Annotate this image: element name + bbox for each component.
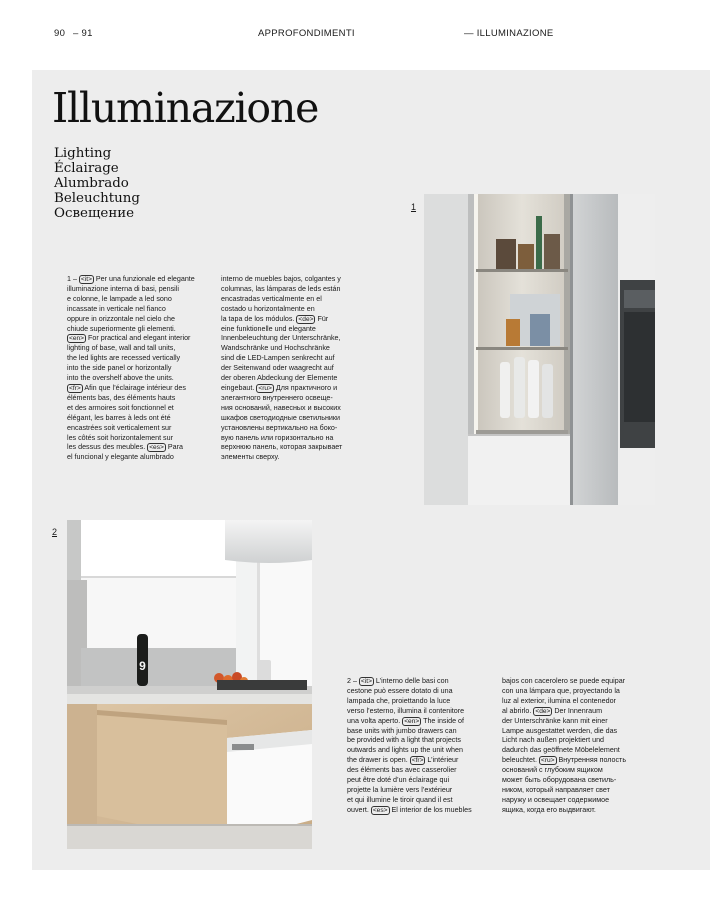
caption-line — [67, 275, 195, 285]
caption-text: cestone può essere dotato di una — [347, 686, 453, 695]
caption-line — [347, 776, 472, 786]
caption-line — [502, 786, 626, 796]
caption-line — [221, 434, 342, 444]
caption-line — [221, 275, 342, 285]
caption-line — [221, 354, 342, 364]
caption-line — [67, 384, 195, 394]
caption-text: be provided with a light that projects — [347, 736, 461, 745]
translation-de: Beleuchtung — [54, 191, 140, 207]
caption-line — [67, 325, 195, 335]
caption-line — [67, 285, 195, 295]
caption-line — [221, 325, 342, 335]
language-tag: <es> — [372, 806, 388, 814]
caption-line — [347, 727, 472, 737]
caption-text: eine funktionelle und elegante — [221, 324, 316, 333]
translation-es: Alumbrado — [54, 176, 129, 192]
translation-fr: Éclairage — [54, 161, 119, 177]
caption-line — [67, 305, 195, 315]
caption-text: L’interno delle basi con — [373, 677, 449, 685]
caption-text: For practical and elegant interior — [86, 334, 191, 343]
page-number-right: – 91 — [73, 28, 93, 39]
figure-label-1: 1 — [411, 202, 417, 212]
caption-text: der Seitenwand oder waagrecht auf — [221, 364, 334, 373]
language-tag: <it> — [360, 678, 372, 685]
caption-text: Wandschränke und Hochschränke — [221, 344, 330, 353]
caption-text: columnas, las lámparas de leds están — [221, 284, 341, 293]
caption-text: установлены вертикально на боко- — [221, 423, 338, 432]
caption-text: der Unterschränke kann mit einer — [502, 716, 608, 725]
caption-text: el funcional y elegante alumbrado — [67, 453, 174, 462]
caption-line — [347, 707, 472, 717]
caption-text: ником, который направляет свет — [502, 785, 610, 794]
caption-text: Der Innenraum — [552, 706, 603, 715]
caption-line — [67, 354, 195, 364]
caption-line — [67, 453, 195, 463]
caption-line — [221, 295, 342, 305]
caption-text: costado u horizontalmente en — [221, 304, 315, 313]
language-tag: <es> — [149, 444, 164, 452]
caption-line — [221, 285, 342, 295]
caption-line — [67, 295, 195, 305]
caption-text: Для практичного и — [273, 383, 338, 392]
caption-text: 2 – — [347, 677, 359, 685]
caption-text: Lampe ausgestattet werden, die das — [502, 726, 618, 735]
caption1-col1 — [67, 275, 195, 463]
caption-line — [221, 453, 342, 463]
caption-text: éléments bas, des éléments hauts — [67, 393, 176, 402]
translation-en: Lighting — [54, 146, 112, 161]
caption-line — [347, 717, 472, 727]
language-tag: <ru> — [540, 757, 555, 765]
caption-text: al abrirlo. — [502, 706, 534, 715]
language-tag: <de> — [535, 707, 551, 715]
caption-text: оснований с глубоким ящиком — [502, 766, 603, 775]
caption-line — [502, 756, 626, 766]
section-label: APPROFONDIMENTI — [258, 28, 355, 39]
caption1-col2 — [221, 275, 342, 463]
caption-text: 1 – — [67, 275, 79, 283]
caption-line — [347, 806, 472, 816]
caption-text: может быть оборудована светиль- — [502, 776, 617, 785]
caption-text: chiude superiormente gli elementi. — [67, 324, 176, 333]
caption-text: Innenbeleuchtung der Unterschränke, — [221, 334, 341, 343]
caption-text: into the overshelf above the units. — [67, 374, 174, 383]
caption-text: элементы сверху. — [221, 453, 280, 462]
caption-text: sind die LED-Lampen senkrecht auf — [221, 354, 335, 363]
caption-text: the led lights are recessed vertically — [67, 354, 181, 363]
caption-line — [347, 677, 472, 687]
caption-text: into the side panel or horizontally — [67, 364, 172, 373]
caption-line — [502, 677, 626, 687]
caption-line — [347, 697, 472, 707]
caption-text: illuminazione interna di basi, pensili — [67, 284, 179, 293]
caption-line — [502, 806, 626, 816]
caption-line — [502, 687, 626, 697]
page-title: Illuminazione — [52, 84, 319, 132]
caption-line — [347, 786, 472, 796]
caption-line — [67, 364, 195, 374]
caption-text: encastrées soit verticalement sur — [67, 423, 172, 432]
caption-line — [347, 796, 472, 806]
caption-text: des éléments bas avec casserolier — [347, 766, 457, 775]
caption-text: lampada che, proiettando la luce — [347, 696, 451, 705]
caption-text: verso l’esterno, illumina il contenitore — [347, 706, 465, 715]
caption-line — [221, 443, 342, 453]
caption-text: les côtés soit horizontalement sur — [67, 433, 173, 442]
caption2-col1 — [347, 677, 472, 816]
caption-line — [347, 766, 472, 776]
caption-text: ния оснований, навесных и высоких — [221, 403, 341, 412]
caption-text: L’intérieur — [425, 756, 459, 765]
caption-line — [221, 374, 342, 384]
caption-text: e colonne, le lampade a led sono — [67, 294, 172, 303]
caption-line — [221, 334, 342, 344]
page-number-left: 90 — [54, 28, 66, 39]
caption-line — [221, 344, 342, 354]
caption-line — [221, 394, 342, 404]
caption-text: Per una funzionale ed elegante — [93, 275, 195, 283]
caption-line — [502, 746, 626, 756]
caption-text: наружу и освещает содержимое — [502, 795, 610, 804]
language-tag: <de> — [298, 315, 314, 323]
caption-text: Afin que l’éclairage intérieur des — [82, 383, 186, 392]
caption-line — [221, 424, 342, 434]
caption-text: con una lámpara que, proyectando la — [502, 686, 620, 695]
caption-line — [67, 334, 195, 344]
caption-line — [67, 443, 195, 453]
caption-text: projette la lumière vers l’extérieur — [347, 785, 453, 794]
caption-line — [502, 766, 626, 776]
photo-illuminated-cabinet — [424, 194, 655, 505]
caption-line — [67, 344, 195, 354]
caption-line — [347, 687, 472, 697]
caption-line — [67, 394, 195, 404]
caption-text: ящика, когда его выдвигают. — [502, 805, 596, 814]
caption-text: una volta aperto. — [347, 716, 403, 725]
caption-text: incassate in verticale nel fianco — [67, 304, 166, 313]
caption-text: et qui illumine le tiroir quand il est — [347, 795, 453, 804]
topic-label: — ILLUMINAZIONE — [464, 28, 554, 39]
page-header — [0, 28, 710, 44]
caption-line — [502, 727, 626, 737]
caption-text: outwards and lights up the unit when — [347, 746, 463, 755]
caption-line — [67, 434, 195, 444]
figure-label-2: 2 — [52, 527, 58, 537]
caption-text: элегантного внутреннего освеще- — [221, 393, 333, 402]
caption-line — [502, 717, 626, 727]
caption-line — [221, 404, 342, 414]
language-tag: <it> — [80, 276, 92, 283]
language-tag: <ru> — [258, 384, 272, 392]
caption2-col2 — [502, 677, 626, 816]
caption-text: lighting of base, wall and tall units, — [67, 344, 176, 353]
caption-line — [67, 404, 195, 414]
caption-text: Внутренняя полость — [556, 756, 627, 765]
caption-text: bajos con cacerolero se puede equipar — [502, 677, 626, 685]
caption-line — [347, 756, 472, 766]
caption-text: et des armoires soit fonctionnel et — [67, 403, 174, 412]
caption-line — [502, 776, 626, 786]
caption-text: encastradas verticalmente en el — [221, 294, 322, 303]
caption-text: dadurch das geöffnete Möbelelement — [502, 746, 620, 755]
caption-line — [347, 736, 472, 746]
caption-text: The inside of — [421, 716, 464, 725]
caption-line — [347, 746, 472, 756]
caption-text: luz al exterior, ilumina el contenedor — [502, 696, 616, 705]
caption-line — [67, 414, 195, 424]
language-tag: <fr> — [411, 757, 424, 765]
caption-text: Für — [315, 314, 329, 323]
caption-text: élégant, les barres à leds ont été — [67, 413, 171, 422]
caption-text: interno de muebles bajos, colgantes y — [221, 275, 341, 283]
caption-text: der oberen Abdeckung der Elemente — [221, 374, 338, 383]
caption-text: Licht nach außen projektiert und — [502, 736, 605, 745]
caption-line — [67, 315, 195, 325]
caption-text: El interior de los muebles — [389, 805, 472, 814]
caption-line — [221, 315, 342, 325]
caption-line — [67, 374, 195, 384]
caption-line — [502, 707, 626, 717]
caption-text: eingebaut. — [221, 383, 257, 392]
caption-line — [502, 736, 626, 746]
language-tag: <en> — [69, 335, 85, 343]
caption-line — [502, 796, 626, 806]
caption-text: beleuchtet. — [502, 756, 539, 765]
caption-text: la tapa de los módulos. — [221, 314, 297, 323]
language-tag: <en> — [404, 717, 420, 725]
caption-text: шкафов светодиодные светильники — [221, 413, 341, 422]
caption-text: les dessus des meubles. — [67, 443, 148, 452]
caption-line — [221, 414, 342, 424]
caption-text: oppure in orizzontale nel cielo che — [67, 314, 175, 323]
caption-text: ouvert. — [347, 805, 371, 814]
caption-text: верхнюю панель, которая закрывает — [221, 443, 343, 452]
title-translations — [54, 146, 140, 221]
photo-lit-drawer-kitchen — [67, 520, 312, 849]
caption-line — [67, 424, 195, 434]
caption-text: Para — [165, 443, 183, 452]
caption-line — [502, 697, 626, 707]
caption-line — [221, 364, 342, 374]
language-tag: <fr> — [69, 384, 81, 392]
caption-line — [221, 305, 342, 315]
caption-text: the drawer is open. — [347, 756, 410, 765]
caption-text: peut être doté d’un éclairage qui — [347, 776, 450, 785]
bottle-label: 9 — [139, 659, 146, 673]
translation-ru: Освещение — [54, 206, 135, 222]
caption-text: вую панель или горизонтально на — [221, 433, 334, 442]
caption-text: base units with jumbo drawers can — [347, 726, 457, 735]
caption-line — [221, 384, 342, 394]
